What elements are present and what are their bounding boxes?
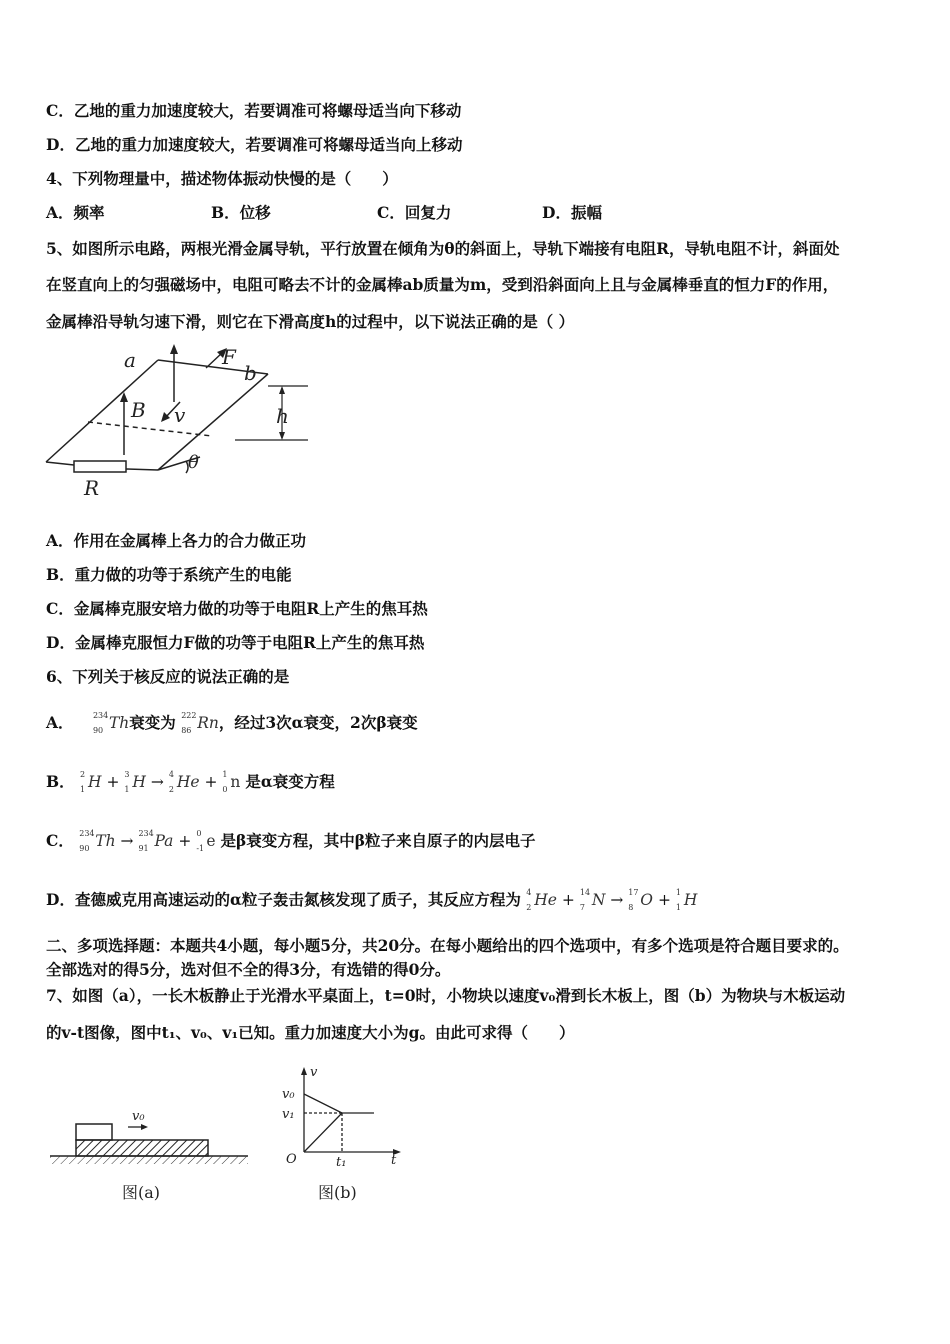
label-v0: v₀ <box>132 1109 145 1124</box>
q5-incline-diagram <box>40 340 320 500</box>
arrow: → <box>120 832 134 850</box>
option-text: ，经过3次α衰变，2次β衰变 <box>218 713 418 732</box>
mass-number: 234 <box>138 829 154 838</box>
q7-figure-a <box>48 1100 258 1210</box>
option-label: C． <box>46 831 74 850</box>
element-symbol: e <box>206 832 216 850</box>
mass-number: 4 <box>168 770 174 779</box>
atomic-number: 1 <box>80 785 86 794</box>
q3-option-c: C．乙地的重力加速度较大，若要调准可将螺母适当向下移动 <box>46 101 462 120</box>
mass-number: 14 <box>579 888 591 897</box>
q4-stem: 4、下列物理量中，描述物体振动快慢的是（ ） <box>46 169 398 188</box>
plus-sign: + <box>657 891 671 909</box>
option-text: 衰变为 <box>129 713 176 732</box>
nuclide-he <box>169 771 200 793</box>
label-t: t <box>391 1153 397 1168</box>
option-text: 是α衰变方程 <box>245 772 335 791</box>
section2-heading-line2: 全部选对的得5分，选对但不全的得3分，有选错的得0分。 <box>46 960 451 979</box>
atomic-number: 2 <box>526 903 532 912</box>
label-v0: v₀ <box>282 1087 295 1102</box>
nuclide-he <box>526 889 557 911</box>
mass-number: 0 <box>196 829 202 838</box>
table-ground <box>50 1156 248 1164</box>
arrow: → <box>610 891 624 909</box>
nuclide-rn <box>181 712 219 734</box>
nuclide-n14 <box>580 889 606 911</box>
reaction-equation <box>79 829 220 853</box>
q7-stem-line2: 的v-t图像，图中t₁、v₀、v₁已知。重力加速度大小为g。由此可求得（ ） <box>46 1023 575 1042</box>
plus-sign: + <box>178 832 192 850</box>
label-theta: θ <box>188 452 199 473</box>
q4-option-b: B．位移 <box>211 203 271 222</box>
block <box>76 1124 112 1140</box>
mass-number: 4 <box>526 888 532 897</box>
atomic-number: 90 <box>79 844 90 853</box>
q6-option-a <box>46 712 418 734</box>
block-line <box>304 1094 342 1113</box>
element-symbol: H <box>132 773 146 791</box>
q4-option-a: A．频率 <box>46 203 105 222</box>
q6-option-b <box>46 771 335 793</box>
option-label: A． <box>46 713 74 732</box>
element-symbol: Pa <box>154 832 174 850</box>
atomic-number: -1 <box>196 844 205 853</box>
nuclide-o17 <box>628 889 653 911</box>
label-t1: t₁ <box>336 1155 347 1170</box>
label-v1: v₁ <box>282 1107 295 1122</box>
mass-number: 234 <box>79 829 95 838</box>
atomic-number: 91 <box>138 844 149 853</box>
nuclide-th <box>79 830 115 852</box>
element-symbol: He <box>534 891 557 909</box>
mass-number: 2 <box>80 770 86 779</box>
option-label: B． <box>46 772 75 791</box>
label-v: v <box>174 403 186 427</box>
element-symbol: n <box>230 773 241 791</box>
arrow: → <box>150 773 164 791</box>
label-f: F <box>222 345 236 369</box>
label-v: v <box>310 1065 318 1080</box>
nuclide-th <box>93 712 129 734</box>
mass-number: 17 <box>628 888 639 897</box>
atomic-number: 1 <box>675 903 681 912</box>
label-origin: O <box>286 1152 297 1167</box>
element-symbol: He <box>176 773 200 791</box>
particle-electron <box>196 830 215 852</box>
q4-option-c: C．回复力 <box>377 203 452 222</box>
atomic-number: 0 <box>222 785 228 794</box>
label-a: a <box>124 348 136 372</box>
atomic-number: 8 <box>628 903 634 912</box>
q7-figure-b <box>278 1062 408 1212</box>
mass-number: 234 <box>92 711 109 720</box>
nuclide-n <box>222 771 240 793</box>
q6-option-d <box>46 889 697 911</box>
q5-option-a: A．作用在金属棒上各力的合力做正功 <box>46 531 307 550</box>
atomic-number: 7 <box>579 903 585 912</box>
mass-number: 222 <box>181 711 197 720</box>
q6-option-c <box>46 830 536 852</box>
element-symbol: Th <box>108 714 130 732</box>
q6-stem: 6、下列关于核反应的说法正确的是 <box>46 667 290 686</box>
element-symbol: H <box>88 773 102 791</box>
element-symbol: N <box>591 891 606 909</box>
element-symbol: Th <box>95 832 116 850</box>
mass-number: 3 <box>124 770 130 779</box>
plus-sign: + <box>204 773 218 791</box>
q3-option-d: D．乙地的重力加速度较大，若要调准可将螺母适当向上移动 <box>46 135 463 154</box>
q5-option-b: B．重力做的功等于系统产生的电能 <box>46 565 292 584</box>
reaction-equation <box>80 770 245 794</box>
q5-stem-line2: 在竖直向上的匀强磁场中，电阻可略去不计的金属棒ab质量为m，受到沿斜面向上且与金属棒垂直的恒力F的作用， <box>46 275 839 294</box>
element-symbol: Rn <box>197 714 219 732</box>
mass-number: 1 <box>675 888 681 897</box>
label-h: h <box>276 404 289 428</box>
q4-option-d: D．振幅 <box>542 203 602 222</box>
nuclide-h1 <box>676 889 698 911</box>
nuclide-pa <box>138 830 173 852</box>
option-text: D．查德威克用高速运动的α粒子轰击氮核发现了质子，其反应方程为 <box>46 890 521 909</box>
q5-option-c: C．金属棒克服安培力做的功等于电阻R上产生的焦耳热 <box>46 599 428 618</box>
q5-stem-line1: 5、如图所示电路，两根光滑金属导轨，平行放置在倾角为θ的斜面上，导轨下端接有电阻R，导轨电阻不计，斜面处 <box>46 239 840 258</box>
mass-number: 1 <box>222 770 228 779</box>
board-line <box>304 1113 342 1152</box>
nuclide-h2 <box>80 771 102 793</box>
atomic-number: 90 <box>92 726 104 735</box>
caption-a: 图(a) <box>122 1183 161 1202</box>
q7-stem-line1: 7、如图（a），一长木板静止于光滑水平桌面上，t=0时，小物块以速度v₀滑到长木板上，图（b）为物块与木板运动 <box>46 986 846 1005</box>
option-text: 是β衰变方程，其中β粒子来自原子的内层电子 <box>220 831 536 850</box>
section2-heading-line1: 二、多项选择题：本题共4小题，每小题5分，共20分。在每小题给出的四个选项中，有多个选项是符合题目要求的。 <box>46 936 849 955</box>
atomic-number: 2 <box>168 785 174 794</box>
element-symbol: H <box>683 891 698 909</box>
atomic-number: 86 <box>181 726 192 735</box>
long-board <box>76 1140 208 1156</box>
caption-b: 图(b) <box>318 1183 357 1202</box>
reaction-equation <box>526 888 698 912</box>
atomic-number: 1 <box>124 785 130 794</box>
element-symbol: O <box>640 891 654 909</box>
label-b: b <box>244 361 257 385</box>
plus-sign: + <box>561 891 575 909</box>
q5-option-d: D．金属棒克服恒力F做的功等于电阻R上产生的焦耳热 <box>46 633 425 652</box>
plus-sign: + <box>106 773 120 791</box>
nuclide-h3 <box>124 771 146 793</box>
q5-stem-line3: 金属棒沿导轨匀速下滑，则它在下滑高度h的过程中，以下说法正确的是（ ） <box>46 312 575 331</box>
label-b-field: B <box>131 398 146 422</box>
label-r: R <box>84 476 100 500</box>
